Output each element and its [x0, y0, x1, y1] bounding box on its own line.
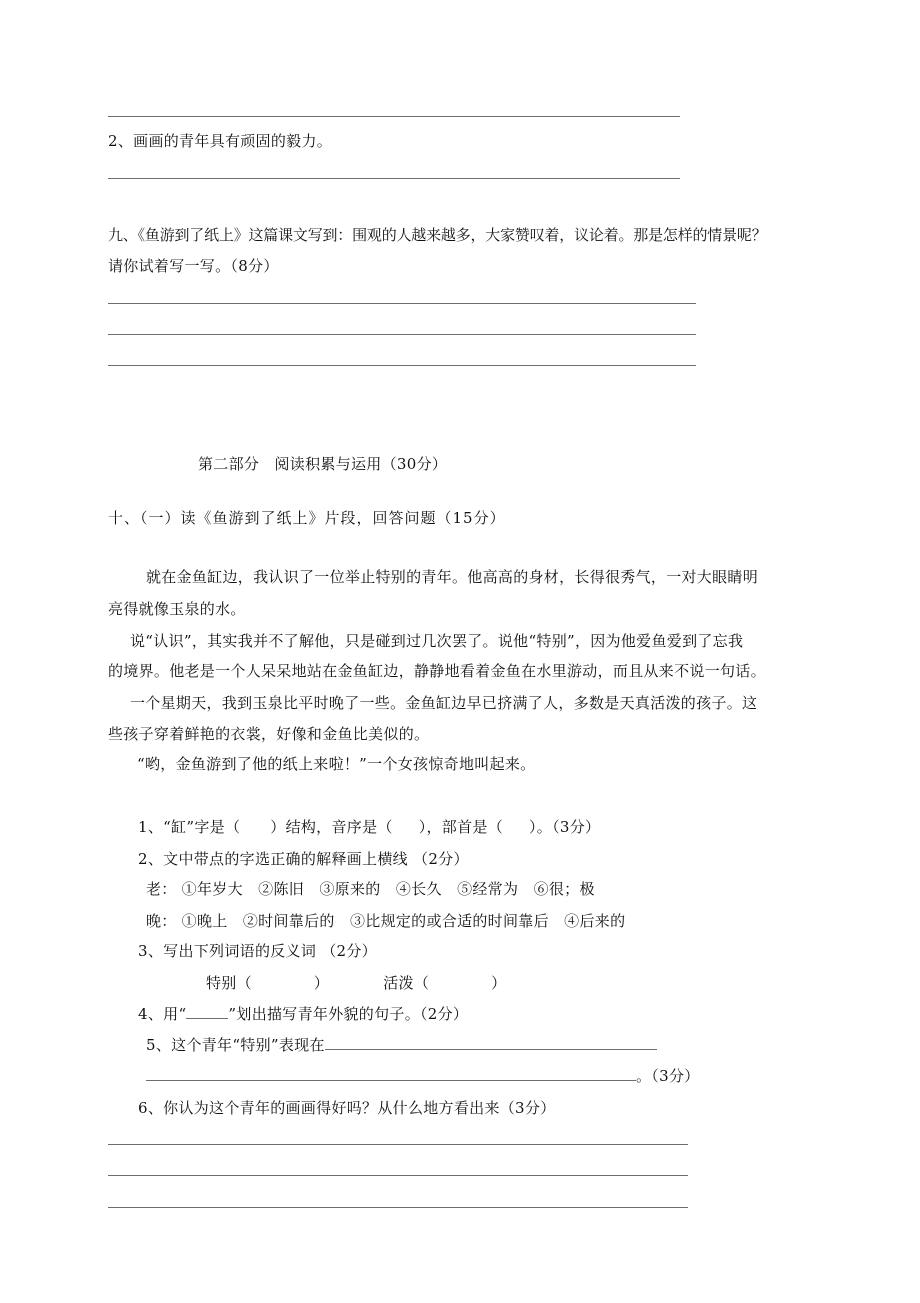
answer-line[interactable] [108, 116, 680, 117]
passage-line: 亮得就像玉泉的水。 [108, 600, 246, 618]
answer-line[interactable] [108, 334, 696, 335]
question-1-part-c: ），部首是（ [418, 818, 503, 836]
antonym-close-1: ） [313, 974, 330, 992]
answer-line[interactable] [108, 303, 696, 304]
question-1-part-a: 1、“缸”字是（ [138, 818, 241, 836]
underline-sample [186, 1004, 228, 1019]
q8-item-2: 2、画画的青年具有顽固的毅力。 [108, 132, 333, 150]
question-4-part-a: 4、用“ [138, 1005, 187, 1023]
question-5 [146, 1035, 657, 1055]
question-5-label: 5、这个青年“特别”表现在 [146, 1036, 325, 1054]
antonym-word-2: 活泼（ [383, 974, 430, 992]
antonym-word-1: 特别（ [206, 974, 252, 992]
answer-line[interactable] [108, 1144, 688, 1145]
answer-line[interactable] [108, 1207, 688, 1208]
section-title: 第二部分 阅读积累与运用（30分） [198, 455, 448, 473]
question-1 [138, 817, 600, 837]
question-5-continued [146, 1066, 700, 1086]
question-2-option-wan: 晚： ①晚上 ②时间靠后的 ③比规定的或合适的时间靠后 ④后来的 [146, 912, 626, 930]
answer-line[interactable] [108, 178, 680, 179]
passage-line: 就在金鱼缸边，我认识了一位举止特别的青年。他高高的身材，长得很秀气，一对大眼睛明 [146, 568, 759, 586]
question-3-antonyms [206, 973, 506, 993]
passage-line: “哟，金鱼游到了他的纸上来啦！”一个女孩惊奇地叫起来。 [137, 755, 536, 773]
question-3: 3、写出下列词语的反义词 （2分） [138, 942, 377, 960]
answer-blank[interactable] [325, 1035, 657, 1050]
question-4-part-b: ”划出描写青年外貌的句子。（2分） [228, 1005, 469, 1023]
question-2-option-lao: 老： ①年岁大 ②陈旧 ③原来的 ④长久 ⑤经常为 ⑥很；极 [146, 880, 595, 898]
question-5-score: 。（3分） [636, 1067, 700, 1085]
passage-line: 些孩子穿着鲜艳的衣裳，好像和金鱼比美似的。 [108, 725, 430, 743]
answer-line[interactable] [108, 365, 696, 366]
passage-line: 说“认识”，其实我并不了解他，只是碰到过几次罢了。说他“特别”，因为他爱鱼爱到了忘我 [130, 632, 744, 650]
answer-blank[interactable] [146, 1066, 636, 1081]
q10-heading: 十、（一）读《鱼游到了纸上》片段，回答问题（15分） [108, 509, 506, 527]
antonym-close-2: ） [491, 974, 507, 992]
question-1-part-d: ）。（3分） [529, 818, 601, 836]
q9-prompt-line1: 九、《鱼游到了纸上》这篇课文写到：围观的人越来越多，大家赞叹着，议论着。那是怎样的情景呢？ [108, 226, 767, 244]
question-2: 2、文中带点的字选正确的解释画上横线 （2分） [138, 850, 469, 868]
passage-line: 的境界。他老是一个人呆呆地站在金鱼缸边，静静地看着金鱼在水里游动，而且从来不说一句话。 [108, 662, 766, 680]
passage-line: 一个星期天，我到玉泉比平时晚了一些。金鱼缸边早已挤满了人，多数是天真活泼的孩子。这 [130, 694, 758, 712]
question-4 [138, 1004, 468, 1024]
q9-prompt-line2: 请你试着写一写。（8分） [108, 257, 279, 275]
question-6: 6、你认为这个青年的画画得好吗？从什么地方看出来（3分） [138, 1099, 556, 1117]
question-1-part-b: ）结构，音序是（ [270, 818, 393, 836]
answer-line[interactable] [108, 1175, 688, 1176]
